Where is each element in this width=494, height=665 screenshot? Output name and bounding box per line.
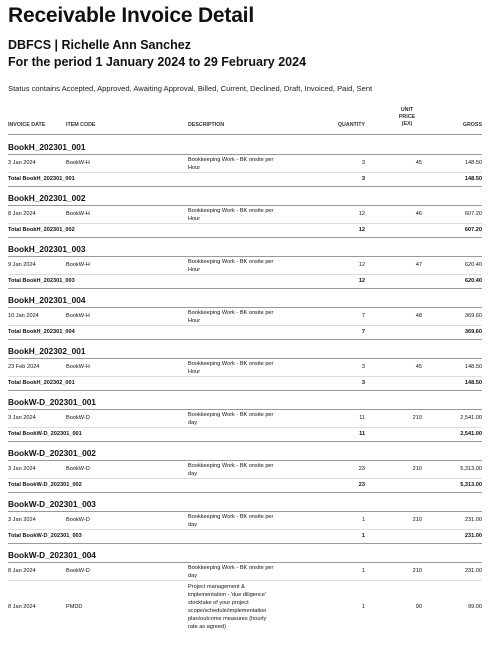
row-gross: 148.50 bbox=[464, 364, 482, 370]
column-unit-price-line3: (EX) bbox=[401, 121, 413, 127]
desc-line: Bookkeeping Work - BK onsite per bbox=[188, 157, 274, 163]
row-description bbox=[188, 309, 308, 325]
row-date: 8 Jan 2024 bbox=[8, 568, 36, 574]
invoice-group bbox=[8, 191, 482, 238]
column-item-code: ITEM CODE bbox=[66, 122, 96, 128]
organisation-line: DBFCS | Richelle Ann Sanchez bbox=[8, 38, 191, 52]
row-quantity: 12 bbox=[358, 211, 365, 217]
invoice-group bbox=[8, 140, 482, 187]
column-unit-price-line1: UNIT bbox=[400, 107, 414, 113]
row-gross: 5,313.00 bbox=[460, 466, 482, 472]
total-quantity: 3 bbox=[361, 176, 365, 182]
desc-line: plan/outcome measures (hourly bbox=[188, 616, 267, 622]
row-quantity: 12 bbox=[358, 262, 365, 268]
desc-line: Hour bbox=[188, 267, 201, 273]
group-title: BookH_202301_002 bbox=[8, 191, 482, 206]
invoice-group bbox=[8, 548, 482, 633]
row-date: 3 Jan 2024 bbox=[8, 415, 36, 421]
total-gross: 2,541.00 bbox=[460, 431, 482, 437]
column-description: DESCRIPTION bbox=[188, 122, 225, 128]
row-gross: 148.50 bbox=[464, 160, 482, 166]
table-row bbox=[8, 512, 482, 530]
row-description bbox=[188, 513, 308, 529]
total-label: Total BookH_202301_003 bbox=[8, 278, 75, 284]
row-description bbox=[188, 156, 308, 172]
row-date: 8 Jan 2024 bbox=[8, 211, 36, 217]
total-label: Total BookW-D_202301_002 bbox=[8, 482, 82, 488]
row-gross: 99.00 bbox=[468, 604, 482, 610]
desc-line: Bookkeeping Work - BK onsite per bbox=[188, 565, 274, 571]
total-gross: 148.50 bbox=[464, 380, 482, 386]
desc-line: Bookkeeping Work - BK onsite per bbox=[188, 361, 274, 367]
desc-line: day bbox=[188, 471, 198, 477]
group-title: BookW-D_202301_002 bbox=[8, 446, 482, 461]
table-row bbox=[8, 257, 482, 275]
column-invoice-date: INVOICE DATE bbox=[8, 122, 46, 128]
row-quantity: 1 bbox=[361, 517, 365, 523]
row-item-code: BookW-H bbox=[66, 313, 90, 319]
invoice-group bbox=[8, 395, 482, 442]
desc-line: Hour bbox=[188, 165, 201, 171]
row-item-code: BookW-D bbox=[66, 517, 90, 523]
desc-line: implementation - 'due diligence' bbox=[188, 592, 267, 598]
total-label: Total BookH_202301_001 bbox=[8, 176, 75, 182]
desc-line: day bbox=[188, 420, 198, 426]
desc-line: Hour bbox=[188, 216, 201, 222]
row-item-code: BookW-D bbox=[66, 466, 90, 472]
row-date: 23 Feb 2024 bbox=[8, 364, 40, 370]
desc-line: Bookkeeping Work - BK onsite per bbox=[188, 310, 274, 316]
row-gross: 620.40 bbox=[464, 262, 482, 268]
group-total-row bbox=[8, 224, 482, 238]
desc-line: Bookkeeping Work - BK onsite per bbox=[188, 412, 274, 418]
invoice-group bbox=[8, 293, 482, 340]
row-item-code: BookW-H bbox=[66, 211, 90, 217]
total-label: Total BookW-D_202301_001 bbox=[8, 431, 82, 437]
desc-line: Project management & bbox=[188, 584, 245, 590]
table-row bbox=[8, 563, 482, 581]
row-item-code: BookW-D bbox=[66, 415, 90, 421]
period-line: For the period 1 January 2024 to 29 February 2024 bbox=[8, 55, 307, 69]
desc-line: Bookkeeping Work - BK onsite per bbox=[188, 208, 274, 214]
group-total-row bbox=[8, 275, 482, 289]
total-quantity: 12 bbox=[358, 278, 365, 284]
row-gross: 369.60 bbox=[464, 313, 482, 319]
desc-line: Bookkeeping Work - BK onsite per bbox=[188, 463, 274, 469]
group-total-row bbox=[8, 530, 482, 544]
total-gross: 231.00 bbox=[464, 533, 482, 539]
row-unit-price: 90 bbox=[415, 604, 422, 610]
row-date: 8 Jan 2024 bbox=[8, 604, 36, 610]
desc-line: day bbox=[188, 522, 198, 528]
row-description bbox=[188, 360, 308, 376]
table-row bbox=[8, 359, 482, 377]
total-label: Total BookH_202302_001 bbox=[8, 380, 75, 386]
desc-line: Bookkeeping Work - BK onsite per bbox=[188, 259, 274, 265]
table-header bbox=[8, 106, 482, 135]
row-description bbox=[188, 411, 308, 427]
group-total-row bbox=[8, 428, 482, 442]
total-gross: 148.50 bbox=[464, 176, 482, 182]
row-unit-price: 210 bbox=[412, 415, 422, 421]
total-quantity: 12 bbox=[358, 227, 365, 233]
row-gross: 231.00 bbox=[464, 568, 482, 574]
desc-line: rate as agreed) bbox=[188, 624, 226, 630]
row-gross: 231.00 bbox=[464, 517, 482, 523]
row-description bbox=[188, 258, 308, 274]
group-title: BookH_202301_003 bbox=[8, 242, 482, 257]
row-date: 3 Jan 2024 bbox=[8, 517, 36, 523]
total-gross: 607.20 bbox=[464, 227, 482, 233]
group-title: BookW-D_202301_004 bbox=[8, 548, 482, 563]
group-title: BookW-D_202301_001 bbox=[8, 395, 482, 410]
row-item-code: BookW-H bbox=[66, 160, 90, 166]
total-label: Total BookW-D_202301_003 bbox=[8, 533, 82, 539]
total-quantity: 11 bbox=[359, 431, 365, 437]
row-unit-price: 210 bbox=[412, 568, 422, 574]
row-date: 9 Jan 2024 bbox=[8, 262, 36, 268]
row-quantity: 1 bbox=[361, 568, 365, 574]
row-description bbox=[188, 564, 308, 580]
status-filter-text: Status contains Accepted, Approved, Awaiting Approval, Billed, Current, Declined, Draft, Invoiced, Paid, Sent bbox=[8, 84, 373, 93]
desc-line: day bbox=[188, 573, 198, 579]
total-quantity: 23 bbox=[358, 482, 365, 488]
invoice-group bbox=[8, 242, 482, 289]
total-gross: 369.60 bbox=[464, 329, 482, 335]
desc-line: stocktake of your project bbox=[188, 600, 249, 606]
row-unit-price: 210 bbox=[412, 466, 422, 472]
row-unit-price: 47 bbox=[415, 262, 422, 268]
row-unit-price: 45 bbox=[415, 364, 422, 370]
row-unit-price: 210 bbox=[412, 517, 422, 523]
row-quantity: 23 bbox=[358, 466, 365, 472]
column-quantity: QUANTITY bbox=[337, 122, 365, 128]
group-total-row bbox=[8, 326, 482, 340]
desc-line: Hour bbox=[188, 318, 201, 324]
row-item-code: BookW-H bbox=[66, 364, 90, 370]
row-gross: 607.20 bbox=[464, 211, 482, 217]
row-quantity: 7 bbox=[361, 313, 365, 319]
row-unit-price: 48 bbox=[415, 313, 422, 319]
row-date: 3 Jan 2024 bbox=[8, 466, 36, 472]
row-item-code: BookW-H bbox=[66, 262, 90, 268]
row-quantity: 11 bbox=[359, 415, 365, 421]
invoice-group bbox=[8, 446, 482, 493]
row-item-code: PMDD bbox=[66, 604, 83, 610]
report-title: Receivable Invoice Detail bbox=[8, 4, 254, 27]
table-body bbox=[8, 136, 482, 633]
desc-line: Bookkeeping Work - BK onsite per bbox=[188, 514, 274, 520]
total-label: Total BookH_202301_002 bbox=[8, 227, 75, 233]
group-title: BookW-D_202301_003 bbox=[8, 497, 482, 512]
total-label: Total BookH_202301_004 bbox=[8, 329, 75, 335]
row-description bbox=[188, 207, 308, 223]
row-date: 3 Jan 2024 bbox=[8, 160, 36, 166]
total-gross: 5,313.00 bbox=[460, 482, 482, 488]
group-title: BookH_202301_004 bbox=[8, 293, 482, 308]
row-quantity: 3 bbox=[361, 364, 365, 370]
group-title: BookH_202302_001 bbox=[8, 344, 482, 359]
total-quantity: 3 bbox=[361, 380, 365, 386]
column-unit-price bbox=[392, 107, 422, 128]
row-description bbox=[188, 583, 308, 631]
row-quantity: 3 bbox=[361, 160, 365, 166]
row-gross: 2,541.00 bbox=[460, 415, 482, 421]
table-row bbox=[8, 581, 482, 633]
invoice-group bbox=[8, 497, 482, 544]
group-title: BookH_202301_001 bbox=[8, 140, 482, 155]
column-unit-price-line2: PRICE bbox=[398, 114, 416, 120]
table-row bbox=[8, 308, 482, 326]
row-date: 10 Jan 2024 bbox=[8, 313, 39, 319]
total-gross: 620.40 bbox=[464, 278, 482, 284]
invoice-group bbox=[8, 344, 482, 391]
group-total-row bbox=[8, 479, 482, 493]
desc-line: Hour bbox=[188, 369, 201, 375]
column-gross: GROSS bbox=[462, 122, 482, 128]
group-total-row bbox=[8, 377, 482, 391]
row-unit-price: 46 bbox=[415, 211, 422, 217]
total-quantity: 7 bbox=[361, 329, 365, 335]
table-row bbox=[8, 410, 482, 428]
row-quantity: 1 bbox=[361, 604, 365, 610]
total-quantity: 1 bbox=[361, 533, 365, 539]
row-description bbox=[188, 462, 308, 478]
group-total-row bbox=[8, 173, 482, 187]
row-unit-price: 45 bbox=[415, 160, 422, 166]
desc-line: scope/schedule/implementation bbox=[188, 608, 267, 614]
table-row bbox=[8, 155, 482, 173]
row-item-code: BookW-D bbox=[66, 568, 90, 574]
table-row bbox=[8, 206, 482, 224]
table-row bbox=[8, 461, 482, 479]
